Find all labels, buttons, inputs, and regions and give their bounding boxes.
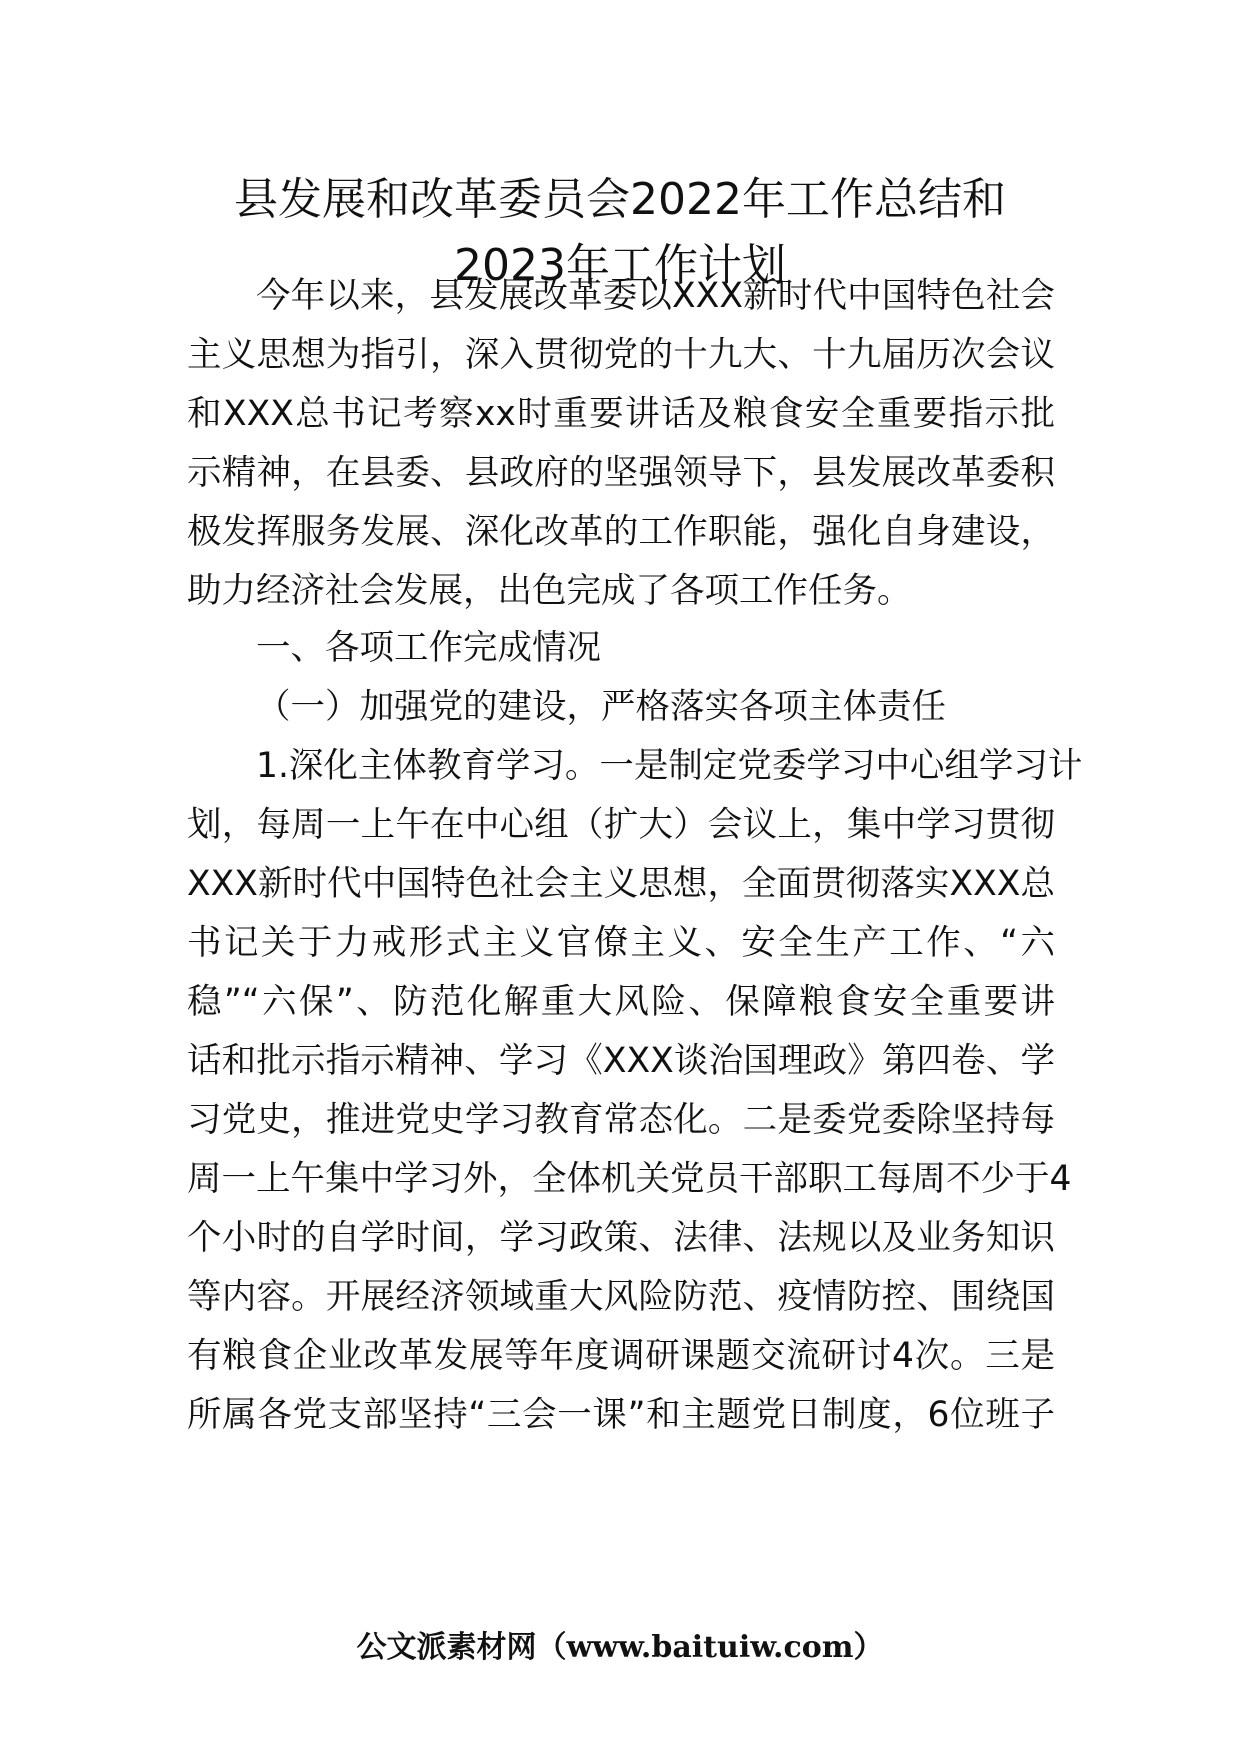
paragraph-line: 有粮食企业改革发展等年度调研课题交流研讨4次。三是 xyxy=(187,1336,1055,1376)
paragraph-line: XXX新时代中国特色社会主义思想，全面贯彻落实XXX总 xyxy=(187,864,1055,904)
paragraph-line: 等内容。开展经济领域重大风险防范、疫情防控、围绕国 xyxy=(187,1277,1055,1317)
paragraph-line: 书记关于力戒形式主义官僚主义、安全生产工作、“六 xyxy=(187,923,1055,963)
paragraph-line: 周一上午集中学习外，全体机关党员干部职工每周不少于4 xyxy=(187,1159,1072,1199)
paragraph-line: 和XXX总书记考察xx时重要讲话及粮食安全重要指示批 xyxy=(187,394,1055,434)
document-title-line-2: 2023年工作计划 xyxy=(454,240,786,291)
paragraph-line: 个小时的自学时间，学习政策、法律、法规以及业务知识 xyxy=(187,1218,1055,1258)
paragraph-line: 稳”“六保”、防范化解重大风险、保障粮食安全重要讲 xyxy=(187,982,1055,1022)
paragraph-line: 所属各党支部坚持“三会一课”和主题党日制度，6位班子 xyxy=(187,1395,1055,1435)
paragraph-line: 话和批示指示精神、学习《XXX谈治国理政》第四卷、学 xyxy=(187,1041,1055,1081)
paragraph-line: 极发挥服务发展、深化改革的工作职能，强化自身建设， xyxy=(187,512,1055,552)
paragraph-line: 主义思想为指引，深入贯彻党的十九大、十九届历次会议 xyxy=(187,335,1055,375)
paragraph-line: 助力经济社会发展，出色完成了各项工作任务。 xyxy=(187,571,912,611)
paragraph-line: 习党史，推进党史学习教育常态化。二是委党委除坚持每 xyxy=(187,1100,1055,1140)
paragraph-line: 示精神，在县委、县政府的坚强领导下，县发展改革委积 xyxy=(187,453,1055,493)
subsection-heading: （一）加强党的建设，严格落实各项主体责任 xyxy=(256,687,946,727)
paragraph-line: 划，每周一上午在中心组（扩大）会议上，集中学习贯彻 xyxy=(187,805,1055,845)
document-title-line-1: 县发展和改革委员会2022年工作总结和 xyxy=(234,174,1006,225)
paragraph-line: 1.深化主体教育学习。一是制定党委学习中心组学习计 xyxy=(256,746,1083,786)
footer-watermark: 公文派素材网（www.baituiw.com） xyxy=(356,1630,884,1665)
section-heading: 一、各项工作完成情况 xyxy=(256,628,601,668)
paragraph-line: 今年以来，县发展改革委以XXX新时代中国特色社会 xyxy=(256,276,1055,316)
